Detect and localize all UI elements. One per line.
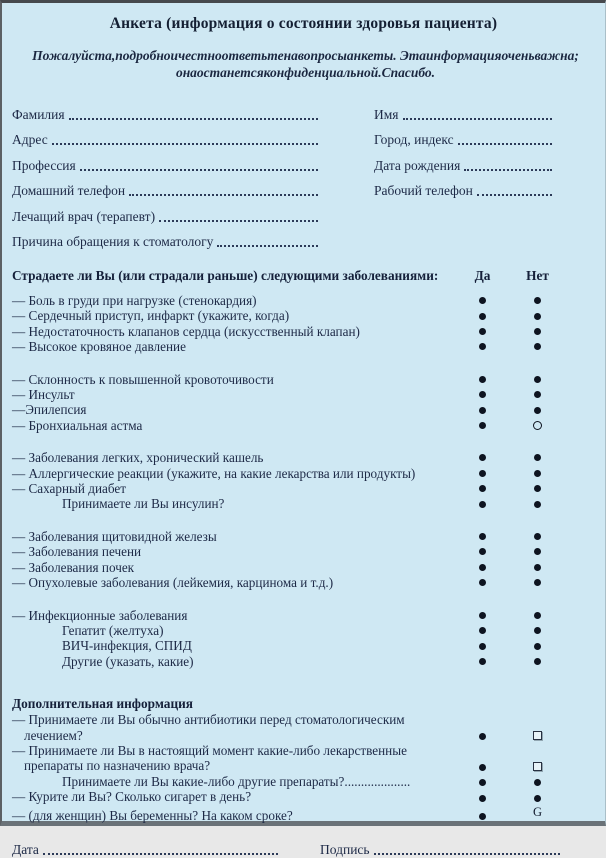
answer-filled-dot-icon [534, 627, 541, 634]
form-field-input-line[interactable] [458, 143, 552, 145]
form-field-label: Имя [374, 106, 399, 122]
answer-cell-no[interactable] [510, 564, 565, 571]
personal-fields [12, 97, 605, 250]
disease-group [12, 372, 605, 434]
answer-filled-dot-icon [479, 548, 486, 555]
answer-cell-no[interactable] [510, 470, 565, 477]
answer-cell-yes[interactable] [455, 422, 510, 429]
additional-info-list [12, 712, 605, 823]
disease-row [12, 529, 605, 544]
answer-cell-no[interactable] [510, 548, 565, 555]
answer-cell-yes[interactable] [455, 579, 510, 586]
disease-row [12, 496, 605, 511]
answer-cell-no[interactable] [510, 627, 565, 634]
form-field-label: Дата рождения [374, 157, 461, 173]
answer-filled-dot-icon [479, 733, 486, 740]
signature-label: Подпись [320, 841, 370, 857]
form-field [374, 123, 554, 149]
intro-line-1: Пожалуйста,подробноичестноответьтенавопросыанкеты. Этаинформацияоченьважна; [32, 48, 579, 63]
answer-cell-yes[interactable] [455, 733, 510, 743]
form-field-input-line[interactable] [477, 194, 552, 196]
disease-row [12, 481, 605, 496]
disease-row [12, 575, 605, 590]
disease-row [12, 418, 605, 433]
form-field [374, 174, 554, 200]
additional-info-heading: Дополнительная информация [12, 696, 193, 712]
answer-filled-dot-icon [479, 328, 486, 335]
answer-filled-dot-icon [479, 422, 486, 429]
answer-cell-no[interactable] [510, 454, 565, 461]
disease-row [12, 608, 605, 623]
answer-filled-dot-icon [479, 779, 486, 786]
answer-hollow-circle-icon [533, 421, 542, 430]
answer-cell-yes[interactable] [455, 485, 510, 492]
answer-filled-dot-icon [479, 313, 486, 320]
additional-question-row [12, 712, 605, 743]
answer-filled-dot-icon [534, 376, 541, 383]
answer-cell-no[interactable] [510, 421, 565, 430]
answer-filled-dot-icon [534, 533, 541, 540]
answer-checkbox-icon [533, 762, 542, 771]
signature-input-line[interactable] [374, 853, 560, 855]
form-field [12, 225, 320, 251]
form-field [374, 148, 554, 174]
form-field-input-line[interactable] [217, 245, 318, 247]
answer-cell-no[interactable] [510, 328, 565, 335]
answer-filled-dot-icon [479, 454, 486, 461]
additional-question-label: — (для женщин) Вы беременны? На каком сроке? [12, 807, 293, 823]
date-input-line[interactable] [43, 853, 278, 855]
form-field-input-line[interactable] [69, 118, 318, 120]
disease-label: Гепатит (желтуха) [62, 622, 164, 638]
additional-question-label: — Принимаете ли Вы в настоящий момент какие-либо лекарственные препараты по назначению врача? [12, 742, 407, 774]
form-field-label: Адрес [12, 132, 48, 147]
answer-cell-no[interactable] [510, 612, 565, 619]
additional-question-row [12, 805, 605, 823]
answer-cell-yes[interactable] [455, 407, 510, 414]
answer-cell-no[interactable] [510, 779, 565, 789]
disease-label: Другие (указать, какие) [62, 653, 194, 669]
answer-cell-no[interactable] [510, 343, 565, 350]
answer-cell-yes[interactable] [455, 470, 510, 477]
disease-row [12, 387, 605, 402]
disease-row [12, 450, 605, 465]
form-field-input-line[interactable] [80, 169, 318, 171]
disease-row [12, 293, 605, 308]
form-field-label: Лечащий врач (терапевт) [12, 208, 156, 224]
form-field-input-line[interactable] [159, 220, 318, 222]
form-field-input-line[interactable] [52, 143, 318, 145]
answer-filled-dot-icon [479, 501, 486, 508]
answer-letter-mark-icon: G [532, 804, 543, 819]
disease-row [12, 654, 605, 669]
answer-filled-dot-icon [534, 795, 541, 802]
answer-filled-dot-icon [534, 343, 541, 350]
disease-label: — Заболевания почек [12, 559, 135, 575]
answer-cell-yes[interactable] [455, 297, 510, 304]
answer-filled-dot-icon [479, 643, 486, 650]
disease-label: —Эпилепсия [12, 402, 87, 418]
intro-line-2: онаостанетсяконфиденциальной.Спасибо. [175, 65, 436, 80]
additional-question-row [12, 743, 605, 774]
column-header-no: Нет [526, 268, 549, 283]
form-field-label: Фамилия [12, 106, 65, 122]
answer-filled-dot-icon [534, 391, 541, 398]
disease-row [12, 402, 605, 417]
answer-filled-dot-icon [534, 579, 541, 586]
answer-filled-dot-icon [534, 407, 541, 414]
answer-cell-no[interactable] [510, 376, 565, 383]
disease-group [12, 450, 605, 512]
diseases-list [12, 293, 605, 669]
answer-cell-no[interactable] [510, 313, 565, 320]
answer-cell-yes[interactable] [455, 612, 510, 619]
answer-cell-yes[interactable] [455, 795, 510, 805]
disease-row [12, 324, 605, 339]
answer-cell-no[interactable] [510, 407, 565, 414]
answer-cell-yes[interactable] [455, 376, 510, 383]
disease-label: — Опухолевые заболевания (лейкемия, карцинома и т.д.) [12, 575, 334, 591]
column-header-yes: Да [474, 268, 491, 283]
answer-cell-yes[interactable] [455, 779, 510, 789]
answer-filled-dot-icon [479, 764, 486, 771]
answer-cell-no[interactable] [510, 805, 565, 823]
disease-label: — Инфекционные заболевания [12, 607, 188, 623]
answer-filled-dot-icon [534, 643, 541, 650]
answer-filled-dot-icon [534, 454, 541, 461]
disease-label: — Недостаточность клапанов сердца (искусственный клапан) [12, 323, 360, 339]
disease-label: — Бронхиальная астма [12, 417, 143, 433]
diseases-section-header [12, 268, 605, 284]
answer-cell-yes[interactable] [455, 454, 510, 461]
answer-cell-yes[interactable] [455, 328, 510, 335]
answer-cell-no[interactable] [510, 533, 565, 540]
disease-label: — Высокое кровяное давление [12, 339, 186, 355]
form-field-label: Профессия [12, 157, 76, 173]
answer-filled-dot-icon [479, 407, 486, 414]
disease-row [12, 372, 605, 387]
disease-label: — Заболевания легких, хронический кашель [12, 450, 264, 466]
form-field [12, 174, 320, 200]
answer-filled-dot-icon [534, 658, 541, 665]
fields-column-left [12, 97, 320, 250]
answer-filled-dot-icon [534, 779, 541, 786]
answer-filled-dot-icon [479, 297, 486, 304]
answer-filled-dot-icon [534, 470, 541, 477]
answer-filled-dot-icon [534, 485, 541, 492]
disease-row [12, 544, 605, 559]
answer-filled-dot-icon [479, 795, 486, 802]
form-field-input-line[interactable] [464, 169, 552, 171]
form-field-label: Домашний телефон [12, 183, 126, 198]
answer-cell-no[interactable] [510, 485, 565, 492]
answer-filled-dot-icon [479, 658, 486, 665]
fields-column-right [374, 97, 554, 250]
disease-label: — Сахарный диабет [12, 481, 127, 497]
answer-cell-no[interactable] [510, 391, 565, 398]
answer-cell-yes[interactable] [455, 548, 510, 555]
additional-question-label: Принимаете ли Вы какие-либо другие препараты?.................... [62, 773, 411, 789]
disease-label: — Склонность к повышенной кровоточивости [12, 371, 274, 387]
additional-question-row [12, 774, 605, 789]
answer-filled-dot-icon [479, 470, 486, 477]
disease-label: — Заболевания печени [12, 544, 142, 560]
form-field-label: Рабочий телефон [374, 183, 473, 198]
answer-cell-no[interactable] [510, 579, 565, 586]
answer-cell-yes[interactable] [455, 391, 510, 398]
answer-filled-dot-icon [479, 612, 486, 619]
answer-filled-dot-icon [479, 579, 486, 586]
answer-filled-dot-icon [479, 376, 486, 383]
answer-filled-dot-icon [534, 328, 541, 335]
answer-filled-dot-icon [479, 813, 486, 820]
answer-cell-yes[interactable] [455, 764, 510, 774]
form-field [374, 97, 554, 123]
answer-cell-no[interactable] [510, 643, 565, 650]
diseases-heading: Страдаете ли Вы (или страдали раньше) следующими заболеваниями: [12, 268, 439, 283]
disease-row [12, 339, 605, 354]
form-field-label: Город, индекс [374, 132, 454, 147]
answer-filled-dot-icon [479, 627, 486, 634]
disease-group [12, 608, 605, 670]
answer-filled-dot-icon [479, 533, 486, 540]
disease-row [12, 560, 605, 575]
answer-filled-dot-icon [479, 485, 486, 492]
disease-row [12, 466, 605, 481]
answer-cell-no[interactable] [510, 658, 565, 665]
answer-cell-yes[interactable] [455, 343, 510, 350]
disease-row [12, 623, 605, 638]
additional-question-row [12, 789, 605, 804]
answer-filled-dot-icon [479, 343, 486, 350]
form-field-input-line[interactable] [129, 194, 318, 196]
answer-filled-dot-icon [534, 612, 541, 619]
date-label: Дата [12, 841, 39, 857]
answer-cell-yes[interactable] [455, 627, 510, 634]
form-field [12, 97, 320, 123]
answer-filled-dot-icon [534, 297, 541, 304]
answer-cell-no[interactable] [510, 501, 565, 508]
form-field [12, 199, 320, 225]
answer-cell-yes[interactable] [455, 658, 510, 665]
answer-cell-yes[interactable] [455, 564, 510, 571]
answer-cell-no[interactable] [510, 762, 565, 774]
answer-cell-yes[interactable] [455, 533, 510, 540]
answer-cell-no[interactable] [510, 731, 565, 743]
disease-label: Принимаете ли Вы инсулин? [62, 496, 225, 512]
answer-cell-yes[interactable] [455, 643, 510, 650]
intro-text [18, 47, 593, 81]
disease-label: — Сердечный приступ, инфаркт (укажите, когда) [12, 308, 290, 324]
answer-cell-no[interactable] [510, 297, 565, 304]
form-field-label: Причина обращения к стоматологу [12, 234, 214, 249]
disease-label: ВИЧ-инфекция, СПИД [62, 638, 192, 654]
disease-group [12, 529, 605, 591]
date-field [12, 842, 280, 858]
form-field-input-line[interactable] [403, 118, 552, 120]
form-field [12, 123, 320, 149]
answer-checkbox-icon [533, 731, 542, 740]
disease-label: — Боль в груди при нагрузке (стенокардия) [12, 293, 257, 308]
answer-filled-dot-icon [534, 501, 541, 508]
answer-cell-yes[interactable] [455, 501, 510, 508]
answer-filled-dot-icon [534, 564, 541, 571]
answer-cell-yes[interactable] [455, 813, 510, 823]
disease-label: — Заболевания щитовидной железы [12, 528, 217, 544]
form-field [12, 148, 320, 174]
signature-field [320, 842, 562, 858]
footer [12, 842, 605, 858]
disease-label: — Инсульт [12, 387, 75, 403]
disease-label: — Аллергические реакции (укажите, на какие лекарства или продукты) [12, 465, 416, 481]
disease-row [12, 638, 605, 653]
answer-filled-dot-icon [479, 564, 486, 571]
answer-filled-dot-icon [534, 313, 541, 320]
page-title: Анкета (информация о состоянии здоровья пациента) [109, 15, 498, 32]
additional-question-label: — Курите ли Вы? Сколько сигарет в день? [12, 789, 252, 805]
answer-filled-dot-icon [479, 391, 486, 398]
additional-question-label: — Принимаете ли Вы обычно антибиотики перед стоматологическим лечением? [12, 712, 405, 743]
disease-row [12, 308, 605, 323]
answer-cell-no[interactable] [510, 795, 565, 805]
disease-group [12, 293, 605, 355]
answer-filled-dot-icon [534, 548, 541, 555]
answer-cell-yes[interactable] [455, 313, 510, 320]
